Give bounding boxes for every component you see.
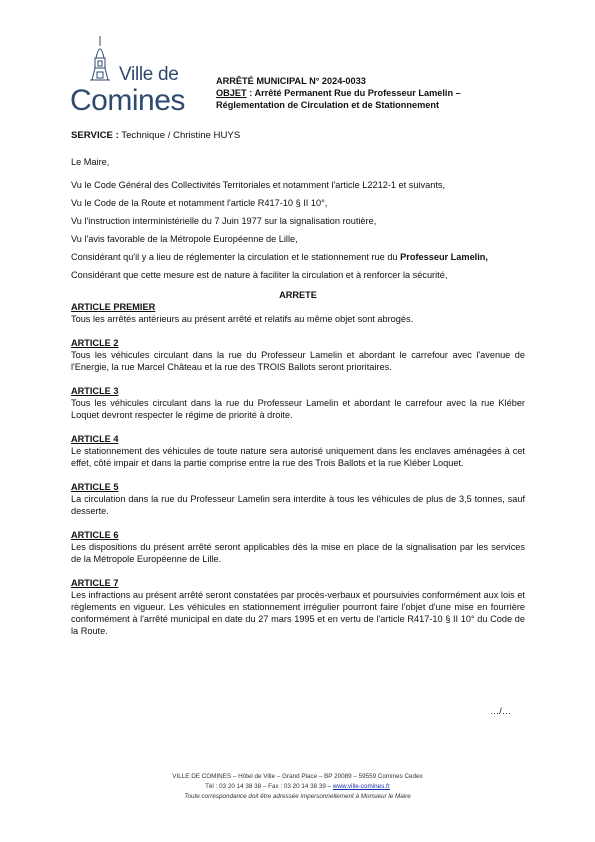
considerant-1-bold: Professeur Lamelin,: [400, 252, 488, 262]
article-text: Les dispositions du présent arrêté seront applicables dès la mise en place de la signalisation par les services de la Métropole Européenne de Lille.: [71, 542, 525, 564]
comines-logo: [70, 36, 190, 116]
article-text: Tous les arrêtés antérieurs au présent arrêté et relatifs au même objet sont abrogés.: [71, 314, 414, 324]
considerant-1: [71, 251, 525, 263]
visa-1: Vu le Code Général des Collectivités Territoriales et notamment l'article L2212-1 et suivants,: [71, 180, 446, 190]
article-3: [71, 385, 525, 421]
article-text: Tous les véhicules circulant dans la rue du Professeur Lamelin et abordant le carrefour avec l'avenue de l'Energie, la rue Marcel Château et la rue des TROIS Ballots seront prioritaires.: [71, 350, 525, 372]
considerant-2: Considérant que cette mesure est de nature à faciliter la circulation et à renforcer la sécurité,: [71, 270, 448, 280]
footer-note-text: Toute correspondance doit être adressée impersonnellement à Monsieur le Maire: [184, 793, 411, 800]
footer-contact: [0, 782, 595, 792]
service-label: SERVICE :: [71, 130, 119, 141]
article-text: Tous les véhicules circulant dans la rue du Professeur Lamelin et abordant le carrefour avec la rue Kléber Loquet devront respecter le régime de priorité à droite.: [71, 398, 525, 420]
website-link[interactable]: www.ville-comines.fr: [332, 783, 390, 790]
article-4: [71, 433, 525, 469]
document-header: [216, 75, 546, 111]
footer-note: [0, 792, 595, 802]
objet-line: [216, 87, 546, 99]
visa-4: Vu l'avis favorable de la Métropole Européenne de Lille,: [71, 234, 298, 244]
arrete-heading: ARRETE: [279, 290, 317, 300]
visa-3: Vu l'instruction interministérielle du 7 Juin 1977 sur la signalisation routière,: [71, 216, 377, 226]
considerant-1-text: Considérant qu'il y a lieu de réglementer la circulation et le stationnement rue du: [71, 252, 401, 262]
logo-line1: Ville de: [119, 64, 179, 85]
article-1: [71, 301, 525, 325]
article-7: [71, 577, 525, 637]
service-line: [71, 130, 240, 141]
logo-line2: Comines: [70, 84, 185, 117]
le-maire: Le Maire,: [71, 157, 110, 167]
belfry-icon: [88, 36, 112, 88]
article-title: ARTICLE 5: [71, 482, 119, 492]
objet-text: : Arrêté Permanent Rue du Professeur Lamelin –: [246, 88, 461, 98]
article-5: [71, 481, 525, 517]
page-footer: [0, 772, 595, 802]
article-title: ARTICLE 3: [71, 386, 119, 396]
article-2: [71, 337, 525, 373]
article-title: ARTICLE 2: [71, 338, 119, 348]
arrete-title: ARRÊTÉ MUNICIPAL N° 2024-0033: [216, 76, 366, 86]
footer-phone: Tél : 03 20 14 38 38 – Fax : 03 20 14 38 39 –: [205, 783, 333, 790]
service-value: Technique / Christine HUYS: [118, 130, 241, 141]
visa-2: Vu le Code de la Route et notamment l'article R417-10 § II 10°,: [71, 198, 328, 208]
document-body: [71, 156, 525, 649]
footer-address: VILLE DE COMINES – Hôtel de Ville – Grand Place – BP 20089 – 59559 Comines Cedex: [172, 773, 423, 780]
objet-line2: Réglementation de Circulation et de Stationnement: [216, 100, 440, 110]
article-title: ARTICLE 6: [71, 530, 119, 540]
article-text: La circulation dans la rue du Professeur Lamelin sera interdite à tous les véhicules de plus de 3,5 tonnes, sauf desserte.: [71, 494, 525, 516]
continuation-mark: …/…: [490, 706, 511, 716]
article-text: Les infractions au présent arrêté seront constatées par procès-verbaux et poursuivies conformément aux lois et règlements en vigueur. Les véhicules en stationnement irrégulier pourront faire l'objet d'une mise en fourrière conformément à l'arrêté municipal en date du 27 mars 1995 et en vertu de l'article R417-10 § II 10° du Code de la Route.: [71, 590, 525, 636]
objet-label: OBJET: [216, 88, 247, 98]
article-title: ARTICLE PREMIER: [71, 302, 156, 312]
article-title: ARTICLE 4: [71, 434, 119, 444]
article-6: [71, 529, 525, 565]
article-title: ARTICLE 7: [71, 578, 119, 588]
article-text: Le stationnement des véhicules de toute nature sera autorisé uniquement dans les enclaves aménagées à cet effet, côté impair et dans la partie comprise entre la rue des Trois Ballots et la rue Kléber Loquet.: [71, 446, 525, 468]
